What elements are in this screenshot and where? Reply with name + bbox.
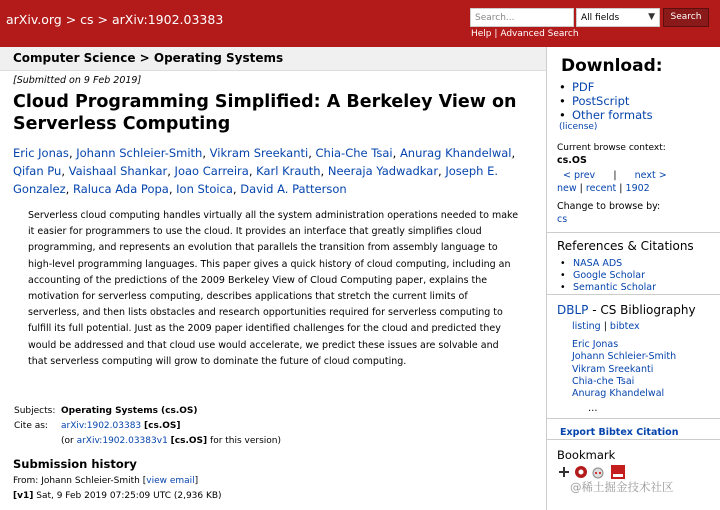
cite-category: [cs.OS] — [144, 421, 181, 431]
bookmark-title: Bookmark — [557, 448, 616, 462]
author-link[interactable]: Vaishaal Shankar — [68, 164, 168, 178]
header-bar — [0, 0, 720, 47]
cite-version-link[interactable]: arXiv:1902.03383v1 — [76, 436, 168, 446]
bullet-icon: • — [559, 80, 566, 94]
cite-id-link[interactable]: arXiv:1902.03383 — [61, 421, 142, 431]
author-link[interactable]: Qifan Pu — [13, 164, 62, 178]
field-select[interactable] — [576, 8, 660, 27]
cite-label: Cite as: — [14, 421, 48, 431]
postscript-link[interactable]: PostScript — [572, 94, 630, 108]
help-link[interactable]: Help — [471, 29, 492, 39]
author-link[interactable]: Ion Stoica — [176, 182, 233, 196]
reddit-icon[interactable] — [591, 465, 605, 479]
download-list — [559, 80, 653, 122]
bullet-icon: • — [559, 108, 566, 122]
cite-version-suffix: for this version) — [210, 436, 282, 446]
dblp-author-link[interactable]: Chia-che Tsai — [572, 375, 635, 387]
author-link[interactable]: Chia-Che Tsai — [315, 146, 393, 160]
author-link[interactable]: Karl Krauth — [256, 164, 321, 178]
sidebar — [546, 47, 720, 510]
subject-breadcrumb: Computer Science > Operating Systems — [13, 51, 284, 65]
author-list: Eric Jonas, Johann Schleier-Smith, Vikram Sreekanti, Chia-Che Tsai, Anurag Khandelwal, Qifan Pu, Vaishaal Shankar, Joao Carreira, Karl Krauth, Neeraja Yadwadkar, Joseph E. Gonzalez, Raluca Ada Popa, Ion Stoica, David A. Patterson — [13, 146, 516, 196]
dblp-links — [572, 321, 640, 332]
version-label[interactable]: [v1] — [13, 491, 34, 501]
nasa-ads-link[interactable]: NASA ADS — [573, 258, 623, 269]
submission-from — [13, 476, 198, 486]
browse-context-label: Current browse context: — [557, 143, 666, 153]
author-link[interactable]: Anurag Khandelwal — [399, 146, 512, 160]
browse-nav — [563, 170, 667, 181]
browse-context-value: cs.OS — [557, 155, 587, 166]
author-link[interactable]: David A. Patterson — [240, 182, 347, 196]
dblp-more: … — [588, 403, 598, 414]
browse-links — [557, 183, 650, 194]
from-suffix: ] — [194, 476, 199, 486]
submission-history-title: Submission history — [13, 457, 137, 471]
dblp-author-list — [572, 339, 676, 400]
author-link[interactable]: Johann Schleier-Smith — [76, 146, 203, 160]
submission-date: [Submitted on 9 Feb 2019] — [13, 75, 142, 86]
author-link[interactable]: Joseph E. Gonzalez — [13, 164, 499, 196]
bullet-icon: • — [560, 282, 566, 293]
change-browse-label: Change to browse by: — [557, 201, 661, 212]
other-formats-link[interactable]: Other formats — [572, 108, 653, 122]
bibtex-link[interactable]: bibtex — [609, 321, 640, 332]
link-separator: | — [603, 321, 607, 332]
dblp-link[interactable]: DBLP — [557, 303, 589, 317]
dblp-label: - CS Bibliography — [588, 303, 696, 317]
download-title: Download: — [561, 56, 663, 76]
dblp-author-link[interactable]: Vikram Sreekanti — [572, 363, 654, 375]
bibsonomy-icon[interactable] — [557, 465, 571, 479]
dblp-author-link[interactable]: Anurag Khandelwal — [572, 388, 665, 400]
license-link[interactable]: (license) — [559, 122, 598, 132]
author-link[interactable]: Raluca Ada Popa — [72, 182, 169, 196]
export-bibtex-link[interactable]: Export Bibtex Citation — [560, 427, 679, 438]
subjects-value: Operating Systems (cs.OS) — [61, 406, 198, 416]
references-list — [560, 258, 656, 294]
paper-title: Cloud Programming Simplified: A Berkeley View on Serverless Computing — [13, 92, 517, 134]
listing-link[interactable]: listing — [572, 321, 601, 332]
dblp-author-link[interactable]: Eric Jonas — [572, 339, 619, 350]
references-title: References & Citations — [557, 239, 694, 253]
bullet-icon: • — [560, 258, 566, 269]
author-link[interactable]: Neeraja Yadwadkar — [327, 164, 439, 178]
version-date: Sat, 9 Feb 2019 07:25:09 UTC (2,936 KB) — [36, 491, 222, 501]
new-link[interactable]: new — [557, 183, 577, 194]
cite-version-category: [cs.OS] — [170, 436, 208, 446]
change-browse-link[interactable]: cs — [557, 214, 568, 225]
google-scholar-link[interactable]: Google Scholar — [573, 270, 645, 281]
header-separator: | — [494, 29, 498, 39]
chevron-down-icon: ▼ — [648, 12, 655, 22]
author-link[interactable]: Eric Jonas — [13, 146, 69, 160]
mendeley-icon[interactable] — [574, 465, 588, 479]
advanced-search-link[interactable]: Advanced Search — [500, 29, 579, 39]
cite-version-prefix: (or — [61, 436, 74, 446]
science-wise-icon[interactable] — [611, 465, 625, 479]
bullet-icon: • — [559, 94, 566, 108]
semantic-scholar-link[interactable]: Semantic Scholar — [573, 282, 657, 293]
abstract-text: Serverless cloud computing handles virtually all the system administration operations needed to make it easier for programmers to use the cloud. It provides an interface that greatly simplifies cloud programming, and represents an evolution that parallels the transition from assembly language to high-level programming languages. This paper gives a quick history of cloud computing, including an accounting of the predictions of the 2009 Berkeley View of Cloud Computing paper, explains the motivation for serverless computing, describes applications that stretch the current limits of serverless, and then lists obstacles and research opportunities required for serverless computing to fulfill its full potential. Just as the 2009 paper identified challenges for the cloud and predicted they would be addressed and that cloud use would accelerate, we predict these issues are solvable and that serverless computing will grow to dominate the future of cloud computing. — [28, 210, 519, 367]
link-separator: | — [619, 183, 623, 194]
breadcrumb[interactable]: arXiv.org > cs > arXiv:1902.03383 — [6, 12, 224, 27]
next-link[interactable]: next > — [634, 170, 667, 181]
view-email-link[interactable]: view email — [146, 476, 195, 486]
prev-link[interactable]: < prev — [563, 170, 596, 181]
dblp-author-link[interactable]: Johann Schleier-Smith — [572, 351, 677, 363]
dblp-title — [557, 303, 696, 317]
watermark: @稀土掘金技术社区 — [570, 480, 674, 494]
field-select-value: All fields — [581, 13, 620, 23]
bullet-icon: • — [560, 270, 566, 281]
version-entry — [13, 491, 222, 501]
header-links — [471, 29, 579, 39]
recent-link[interactable]: recent — [585, 183, 617, 194]
year-link[interactable]: 1902 — [625, 183, 650, 194]
subjects-label: Subjects: — [14, 406, 56, 416]
author-link[interactable]: Joao Carreira — [174, 164, 249, 178]
link-separator: | — [579, 183, 583, 194]
nav-separator: | — [613, 170, 617, 181]
author-link[interactable]: Vikram Sreekanti — [209, 146, 309, 160]
search-input[interactable]: Search... — [470, 8, 574, 27]
subheader — [0, 47, 546, 71]
from-prefix: From: Johann Schleier-Smith [ — [13, 476, 147, 486]
search-button[interactable]: Search — [663, 8, 709, 27]
pdf-link[interactable]: PDF — [572, 80, 595, 94]
